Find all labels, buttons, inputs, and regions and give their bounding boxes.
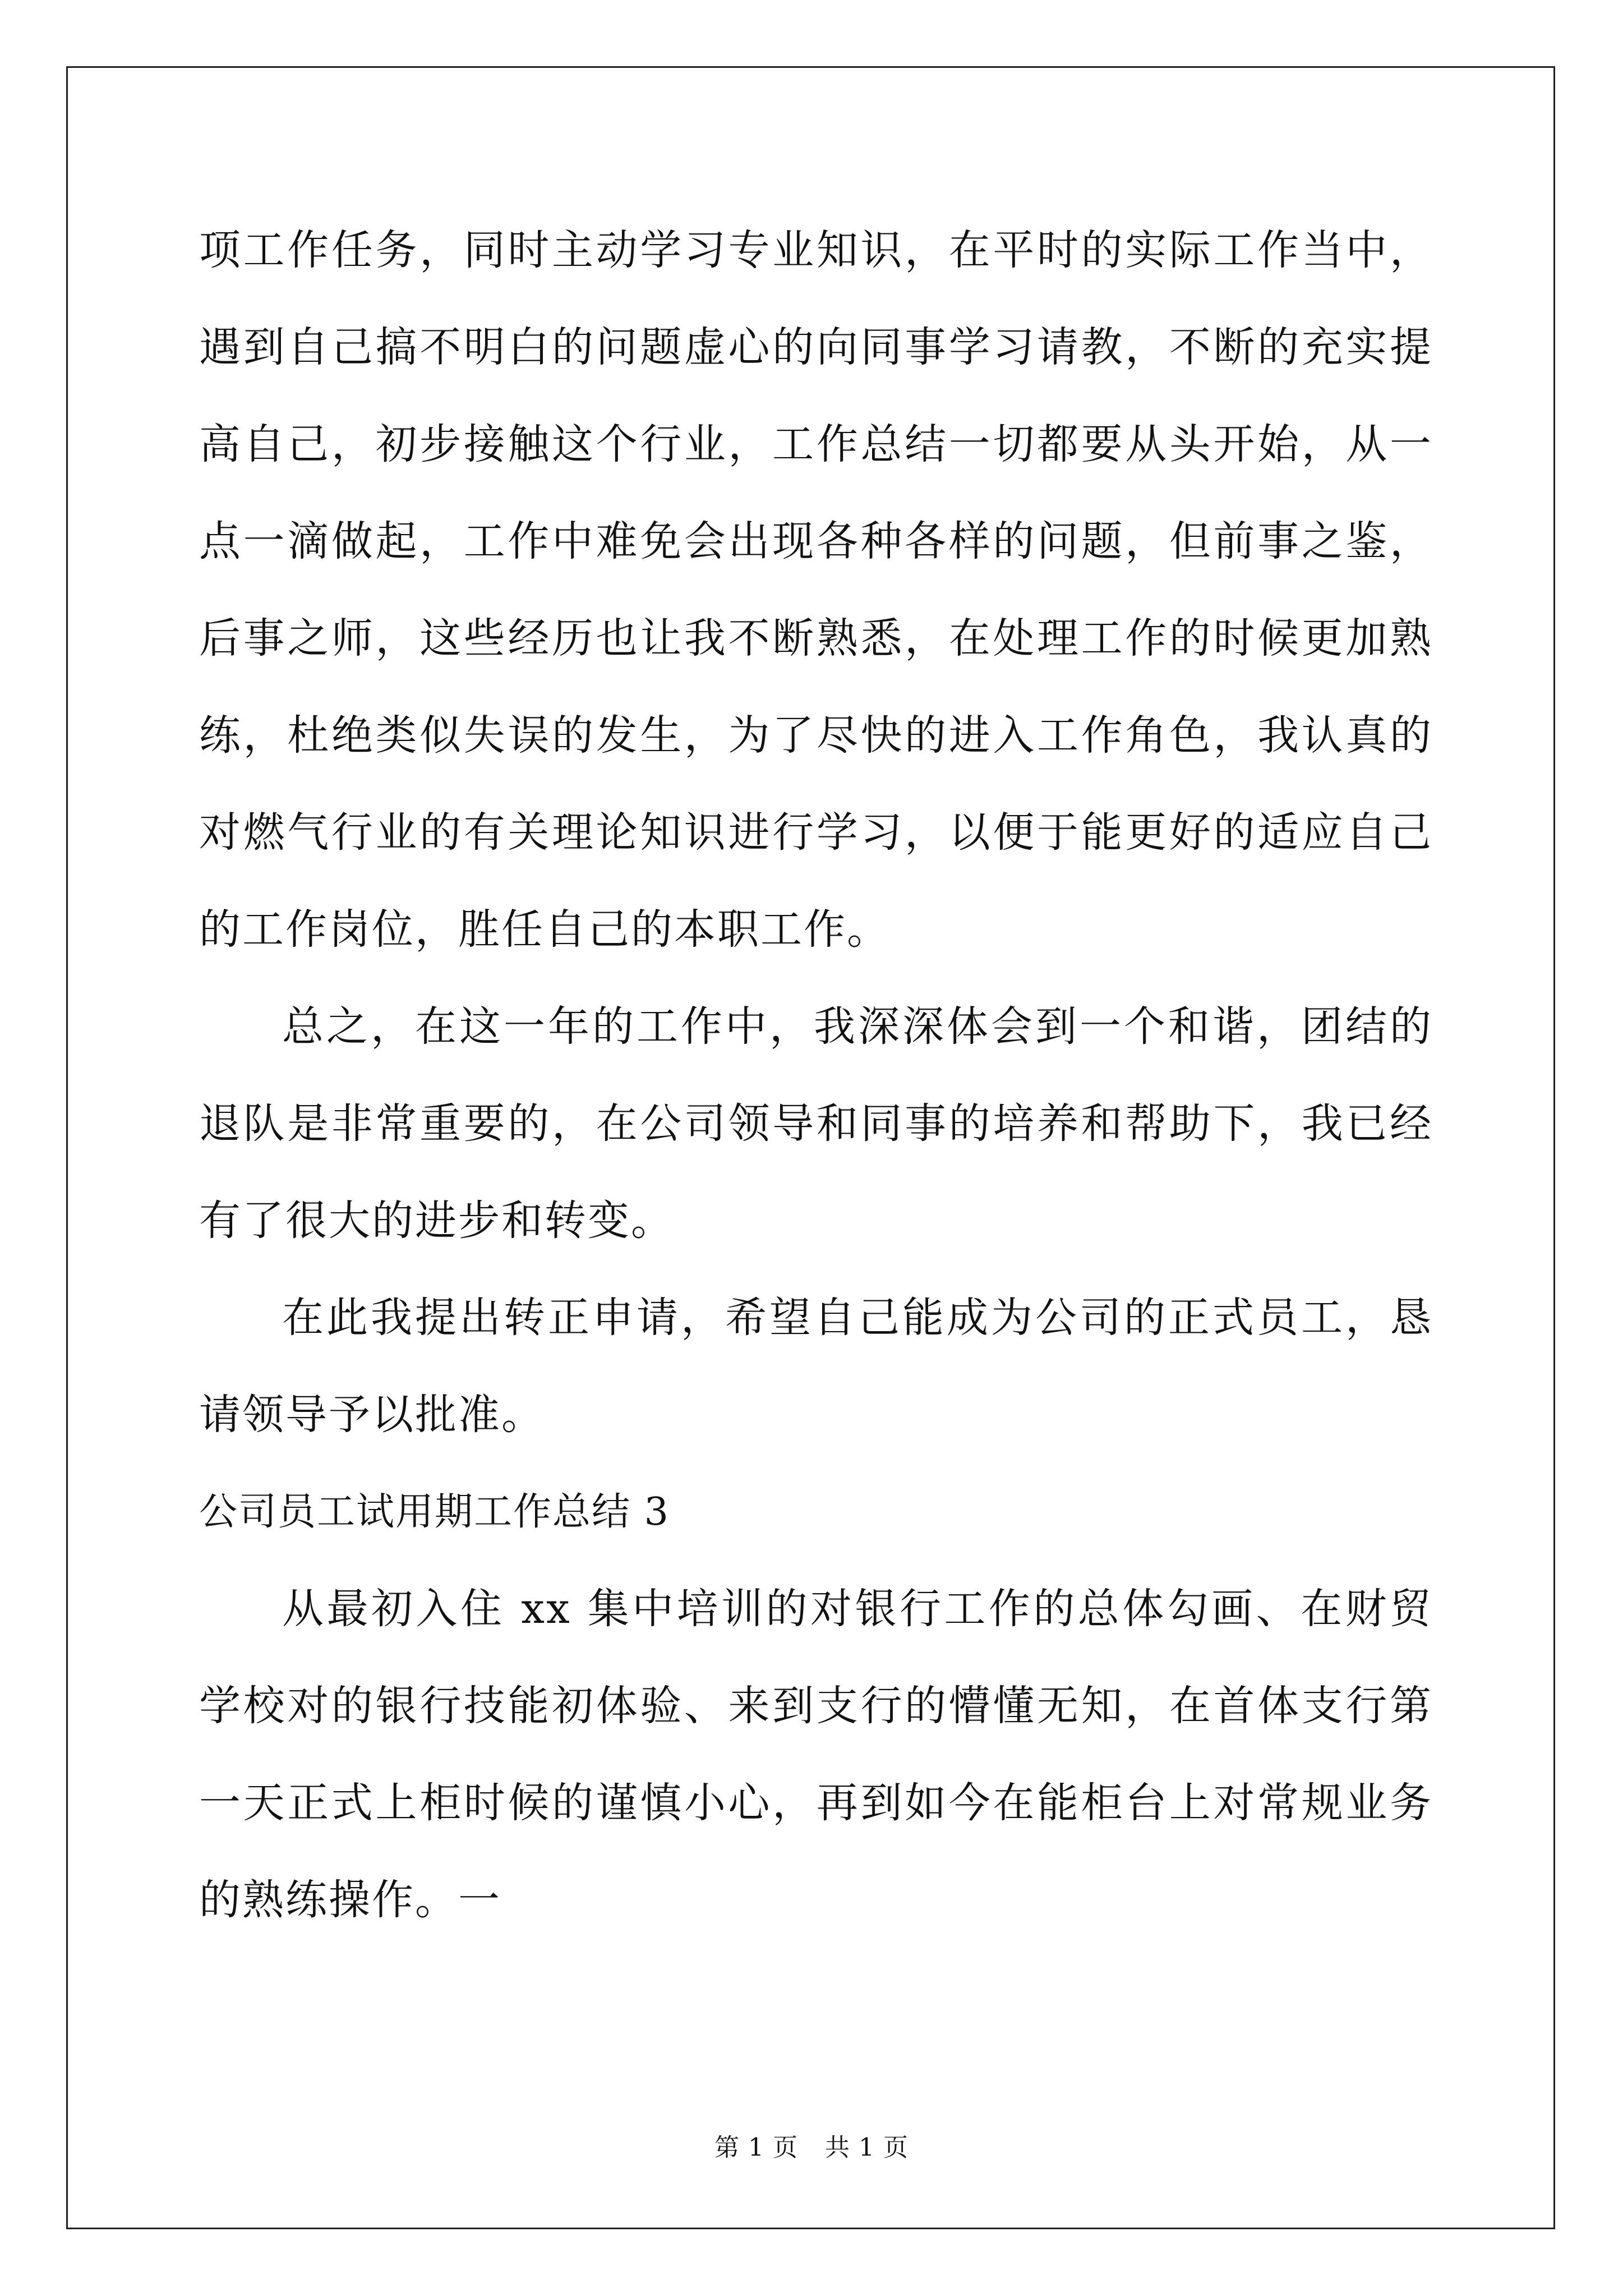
page-number: 第 1 页	[714, 2133, 798, 2162]
paragraph-section-intro: 从最初入住 xx 集中培训的对银行工作的总体勾画、在财贸学校对的银行技能初体验、来到支行的懵懂无知，在首体支行第一天正式上柜时候的谨慎小心，再到如今在能柜台上对常规业务的熟练操作。一	[199, 1585, 1433, 1924]
section-title: 公司员工试用期工作总结 3	[199, 1490, 670, 1534]
page-footer	[0, 2127, 1623, 2163]
paragraph-continued: 项工作任务，同时主动学习专业知识，在平时的实际工作当中，遇到自己搞不明白的问题虚心的向同事学习请教，不断的充实提高自己，初步接触这个行业，工作总结一切都要从头开始，从一点一滴做起，工作中难免会出现各种各样的问题，但前事之鉴，后事之师，这些经历也让我不断熟悉，在处理工作的时候更加熟练，杜绝类似失误的发生，为了尽快的进入工作角色，我认真的对燃气行业的有关理论知识进行学习，以便于能更好的适应自己的工作岗位，胜任自己的本职工作。	[199, 226, 1433, 954]
paragraph-application: 在此我提出转正申请，希望自己能成为公司的正式员工，恳请领导予以批准。	[199, 1294, 1433, 1439]
paragraph-summary: 总之，在这一年的工作中，我深深体会到一个和谐，团结的退队是非常重要的，在公司领导和同事的培养和帮助下，我已经有了很大的进步和转变。	[199, 1002, 1433, 1245]
document-body	[199, 202, 1433, 1949]
page-total: 共 1 页	[825, 2133, 909, 2162]
